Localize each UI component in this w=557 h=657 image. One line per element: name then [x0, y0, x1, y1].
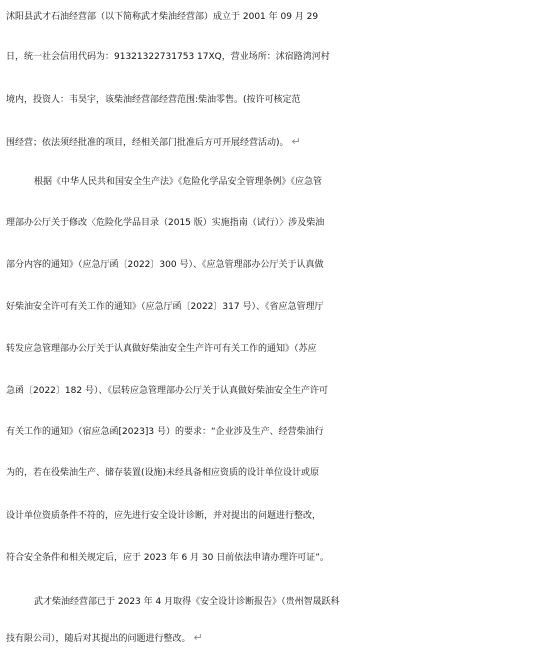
paragraph-1-line-1: 沭阳县武才石油经营部（以下简称武才柴油经营部）成立于 2001 年 09 月 29: [6, 12, 319, 22]
paragraph-2-line-8: 为的，若在役柴油生产、储存装置(设施)未经具备相应资质的设计单位设计或原: [6, 468, 320, 478]
paragraph-2-line-4: 好柴油安全许可有关工作的通知》（应急厅函〔2022〕317 号）、《省应急管理厅: [6, 302, 324, 312]
paragraph-1-line-2: 日，统一社会信用代码为：91321322731753 17XQ，营业场所：沭宿路湾河村: [6, 52, 330, 62]
paragraph-2-line-10: 符合安全条件和相关规定后，应于 2023 年 6 月 30 日前依法申请办理许可证”。: [6, 553, 329, 563]
paragraph-3-line-2-text: 技有限公司），随后对其提出的问题进行整改。: [6, 634, 191, 644]
paragraph-1-line-3: 境内，投资人：韦昊宇，该柴油经营部经营范围:柴油零售。(按许可核定范: [6, 95, 301, 105]
paragraph-2-line-7: 有关工作的通知》（宿应急函[2023]3 号）的要求：“企业涉及生产、经营柴油行: [6, 427, 324, 437]
paragraph-2-line-6: 急函〔2022〕182 号）、《层转应急管理部办公厅关于认真做好柴油安全生产许可: [6, 386, 328, 396]
paragraph-mark-icon: ↵: [193, 631, 203, 644]
paragraph-3-line-1: 武才柴油经营部已于 2023 年 4 月取得《安全设计诊断报告》（贵州智晟跃科: [34, 597, 340, 607]
paragraph-mark-icon: ↵: [291, 135, 301, 148]
paragraph-2-line-9: 设计单位资质条件不符的，应先进行安全设计诊断，并对提出的问题进行整改，: [6, 511, 322, 521]
paragraph-1-line-4: [6, 131, 557, 153]
paragraph-3-line-2: [6, 627, 557, 649]
paragraph-2-line-3: 部分内容的通知》（应急厅函〔2022〕300 号）、《应急管理部办公厅关于认真做: [6, 260, 324, 270]
paragraph-2-line-1: 根据《中华人民共和国安全生产法》《危险化学品安全管理条例》《应急管: [34, 177, 323, 187]
paragraph-2-line-2: 理部办公厅关于修改〈危险化学品目录（2015 版）实施指南（试行）〉涉及柴油: [6, 218, 325, 228]
paragraph-1-line-4-text: 围经营；依法须经批准的项目，经相关部门批准后方可开展经营活动)。: [6, 138, 289, 148]
paragraph-2-line-5: 转发应急管理部办公厅关于认真做好柴油安全生产许可有关工作的通知》（苏应: [6, 344, 317, 354]
